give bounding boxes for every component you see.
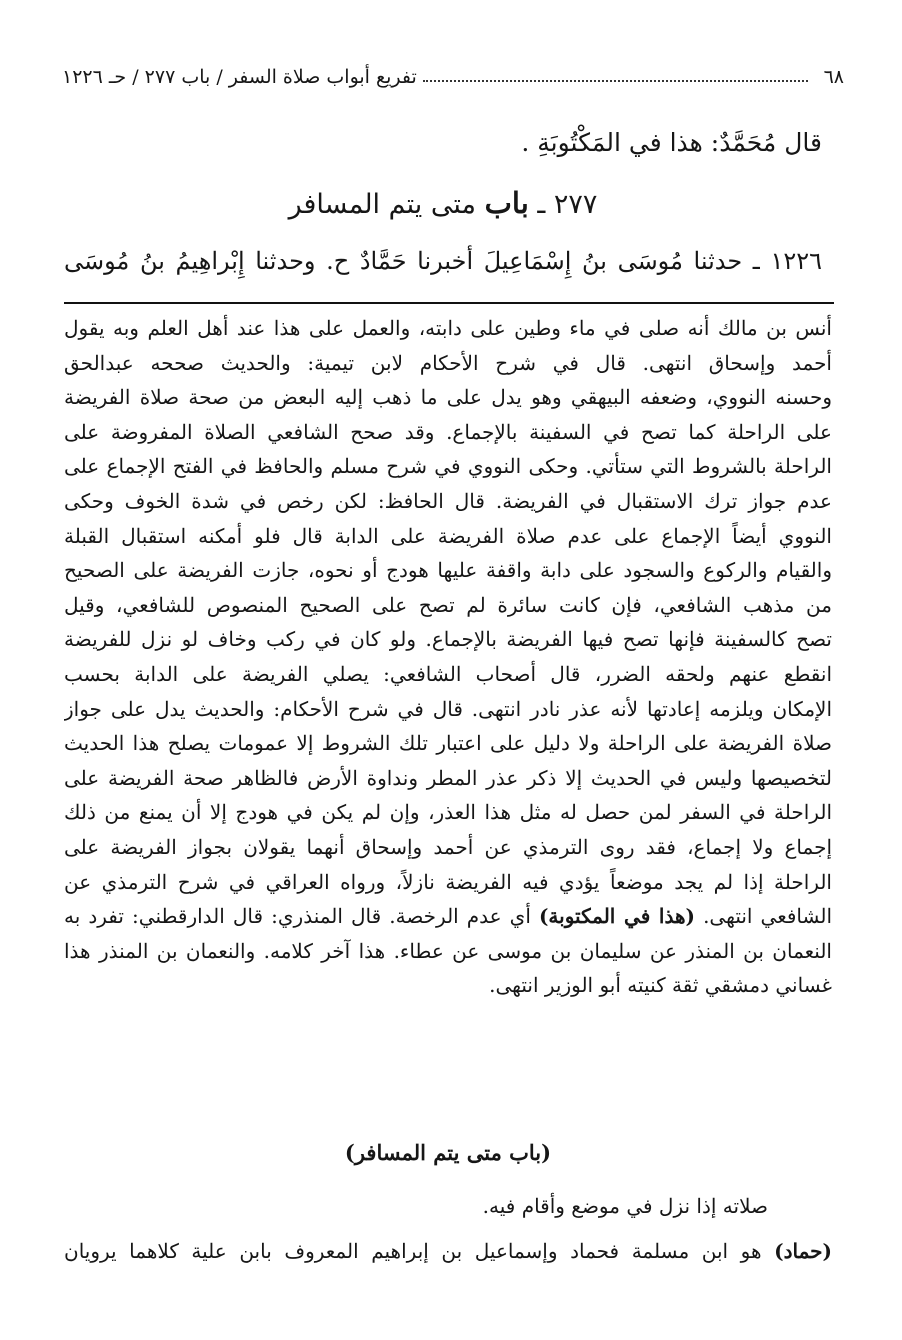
commentary-line: إجماع ولا إجماع، فقد روى الترمذي عن أحمد وإسحاق أنهما يقولان بجواز الفريضة على — [64, 834, 832, 859]
commentary-line-with-lemma — [64, 899, 832, 934]
commentary-line: النعمان بن المنذر عن سليمان بن موسى عن عطاء. هذا آخر كلامه. والنعمان بن المنذر هذا — [64, 938, 832, 963]
chapter-number: ٢٧٧ ـ — [537, 189, 598, 220]
commentary-fragment: أي عدم الرخصة. قال المنذري: قال الدارقطني: تفرد به — [64, 904, 531, 929]
opening-line: قال مُحَمَّدٌ: هذا في المَكْتُوبَةِ . — [521, 128, 822, 157]
running-header — [62, 62, 844, 92]
running-title: تفريع أبواب صلاة السفر / باب ٢٧٧ / حـ ١٢٢٦ — [62, 66, 417, 88]
commentary-line: الراحلة إذا لم يجد موضعاً يؤدي فيه الفريضة نازلاً، ورواه العراقي في شرح الترمذي عن — [64, 869, 832, 894]
commentary-line: تصح كالسفينة فإنها تصح فيها الفريضة بالإجماع. ولو كان في ركب وخاف لو نزل للفريضة — [64, 627, 832, 652]
commentary-line: النووي أيضاً الإجماع على عدم صلاة الفريضة على الدابة قال فلو أمكنه استقبال القبلة — [64, 523, 832, 548]
commentary-line: من مذهب الشافعي، فإن كانت سائرة لم تصح على الصحيح المنصوص للشافعي، وقيل — [64, 592, 832, 617]
commentary-line: عدم جواز ترك الاستقبال في الفريضة. قال الحافظ: لكن رخص في شدة الخوف وحكى — [64, 488, 832, 513]
commentary-line: وحسنه النووي، وضعفه البيهقي وهو يدل على ما ذهب إليه البعض من صحة صلاة الفريضة — [64, 385, 832, 410]
header-dot-leader — [423, 80, 808, 82]
commentary-line: على الراحلة كما تصح في السفينة بالإجماع. وقد صحح الشافعي الصلاة المفروضة على — [64, 419, 832, 444]
commentary-line: أحمد وإسحاق انتهى. قال في شرح الأحكام لابن تيمية: والحديث صححه عبدالحق — [64, 350, 832, 375]
commentary-fragment: الشافعي انتهى. — [703, 904, 832, 929]
chapter-title: متى يتم المسافر — [288, 189, 476, 220]
commentary-line: انقطع عنهم ولحقه الضرر، قال أصحاب الشافعي: يصلي الفريضة على الدابة بحسب — [64, 661, 832, 686]
page-number: ٦٨ — [823, 66, 844, 88]
chapter-heading — [64, 172, 822, 236]
commentary-line: لتخصيصها وليس في الحديث إلا ذكر عذر المطر ونداوة الأرض فالظاهر صحة الفريضة على — [64, 765, 832, 790]
separator-rule — [64, 302, 834, 304]
commentary-line: الإمكان ويلزمه إعادتها لأنه عذر نادر انتهى. قال في شرح الأحكام: والحديث يدل على جواز — [64, 696, 832, 721]
commentary-line: صلاة الفريضة على الراحلة ولا دليل على اعتبار تلك الشروط إلا عمومات يصلح هذا الحديث — [64, 731, 832, 756]
lemma-bold: (هذا في المكتوبة) — [538, 904, 695, 929]
commentary-line: أنس بن مالك أنه صلى في ماء وطين على دابته، والعمل على هذا عند أهل العلم وبه يقول — [64, 316, 832, 340]
final-text: هو ابن مسلمة فحماد وإسماعيل بن إبراهيم المعروف بابن علية كلاهما يرويان — [64, 1239, 762, 1263]
final-line — [64, 1233, 832, 1269]
commentary-line: غساني دمشقي ثقة كنيته أبو الوزير انتهى. — [489, 973, 832, 998]
chapter-word: باب — [484, 186, 529, 220]
commentary-line: الراحلة بالشروط التي ستأتي. وحكى النووي في شرح مسلم والحافظ في الفتح الإجماع على — [64, 454, 832, 479]
matn-block — [64, 118, 822, 286]
section-heading: (باب متى يتم المسافر) — [344, 1140, 552, 1165]
commentary-line: والقيام والركوع والسجود على دابة واقفة عليها هودج أو نحوه، جازت الفريضة على الصحيح — [64, 558, 832, 583]
commentary-text — [64, 311, 832, 1003]
section-text: صلاته إذا نزل في موضع وأقام فيه. — [482, 1194, 768, 1218]
lemma-bold: (حماد) — [774, 1239, 832, 1263]
hadith-line: ١٢٢٦ ـ حدثنا مُوسَى بنُ إِسْمَاعِيلَ أخبرنا حَمَّادٌ ح. وحدثنا إِبْراهِيمُ بنُ مُوسَى — [64, 247, 822, 275]
commentary-line: الراحلة في السفر لمن حصل له مثل هذا العذر، وإن لم يكن في هودج إلا أن يمنع من ذلك — [64, 800, 832, 825]
